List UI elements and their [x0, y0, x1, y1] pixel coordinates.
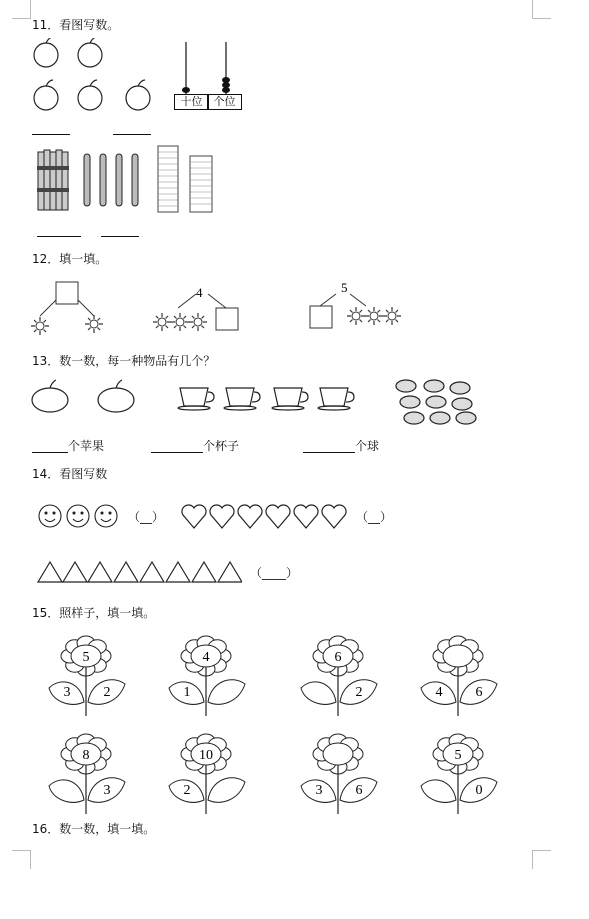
flower-left-number: 2	[183, 783, 191, 798]
answer-blank[interactable]	[37, 236, 81, 237]
flower-left-number: 4	[435, 685, 443, 700]
flower	[41, 632, 131, 718]
flower	[161, 632, 251, 718]
crop-mark-bottom-right	[532, 850, 551, 869]
hearts-icon	[180, 502, 350, 532]
flower-left-number: 3	[63, 685, 71, 700]
stick-bundles-icon	[28, 144, 223, 216]
flower-center-number: 10	[199, 748, 213, 763]
answer-blank[interactable]	[32, 452, 68, 453]
answer-parentheses[interactable]: （__）	[128, 510, 165, 524]
diagram-number-5: 5	[341, 280, 348, 295]
flower-right-number: 0	[475, 783, 483, 798]
crop-mark-top-right	[532, 0, 551, 19]
answer-parentheses[interactable]: （__）	[356, 510, 393, 524]
flower-left-number: 3	[315, 783, 323, 798]
answer-parentheses[interactable]: （____）	[250, 566, 299, 580]
flower-center-number: 8	[82, 748, 90, 763]
flower-center-number: 6	[334, 650, 342, 665]
triangles-icon	[36, 558, 242, 586]
abacus-tens-label: 十位	[174, 94, 209, 110]
question-11-title: 11．看图写数。	[32, 18, 120, 32]
crop-mark-top-left	[12, 0, 31, 19]
flower	[161, 730, 251, 816]
flower	[413, 632, 503, 718]
flower-center-number: 5	[82, 650, 90, 665]
flower-right-number: 6	[475, 685, 483, 700]
flower	[41, 730, 131, 816]
apple-count-label: 个苹果	[68, 439, 105, 453]
abacus-ones-label: 个位	[207, 94, 242, 110]
question-12-title: 12．填一填。	[32, 252, 108, 266]
answer-blank[interactable]	[303, 452, 355, 453]
flower-right-number: 2	[103, 685, 111, 700]
answer-blank[interactable]	[101, 236, 139, 237]
flower-center-number: 5	[454, 748, 462, 763]
answer-blank[interactable]	[32, 134, 70, 135]
flower	[293, 632, 383, 718]
flower	[413, 730, 503, 816]
question-15-title: 15．照样子，填一填。	[32, 606, 156, 620]
smiley-faces-icon	[36, 502, 122, 530]
flower-left-number: 1	[183, 685, 191, 700]
flower-right-number: 6	[355, 783, 363, 798]
flower-right-number: 3	[103, 783, 111, 798]
flower	[293, 730, 383, 816]
decomposition-diagrams-icon	[28, 278, 408, 343]
ball-count-label: 个球	[355, 439, 380, 453]
question-13-title: 13．数一数，每一种物品有几个？	[32, 354, 216, 368]
apples-group-icon	[28, 38, 168, 118]
abacus-icon	[172, 40, 242, 96]
answer-blank[interactable]	[151, 452, 203, 453]
answer-blank[interactable]	[113, 134, 151, 135]
question-14-title: 14．看图写数	[32, 467, 108, 481]
diagram-number-4: 4	[196, 285, 203, 300]
apples-cups-balls-icon	[30, 376, 480, 426]
crop-mark-bottom-left	[12, 850, 31, 869]
question-16-title: 16．数一数，填一填。	[32, 822, 156, 836]
flower-center-number: 4	[202, 650, 210, 665]
abacus	[172, 40, 242, 110]
cup-count-label: 个杯子	[203, 439, 240, 453]
flower-right-number: 2	[355, 685, 363, 700]
